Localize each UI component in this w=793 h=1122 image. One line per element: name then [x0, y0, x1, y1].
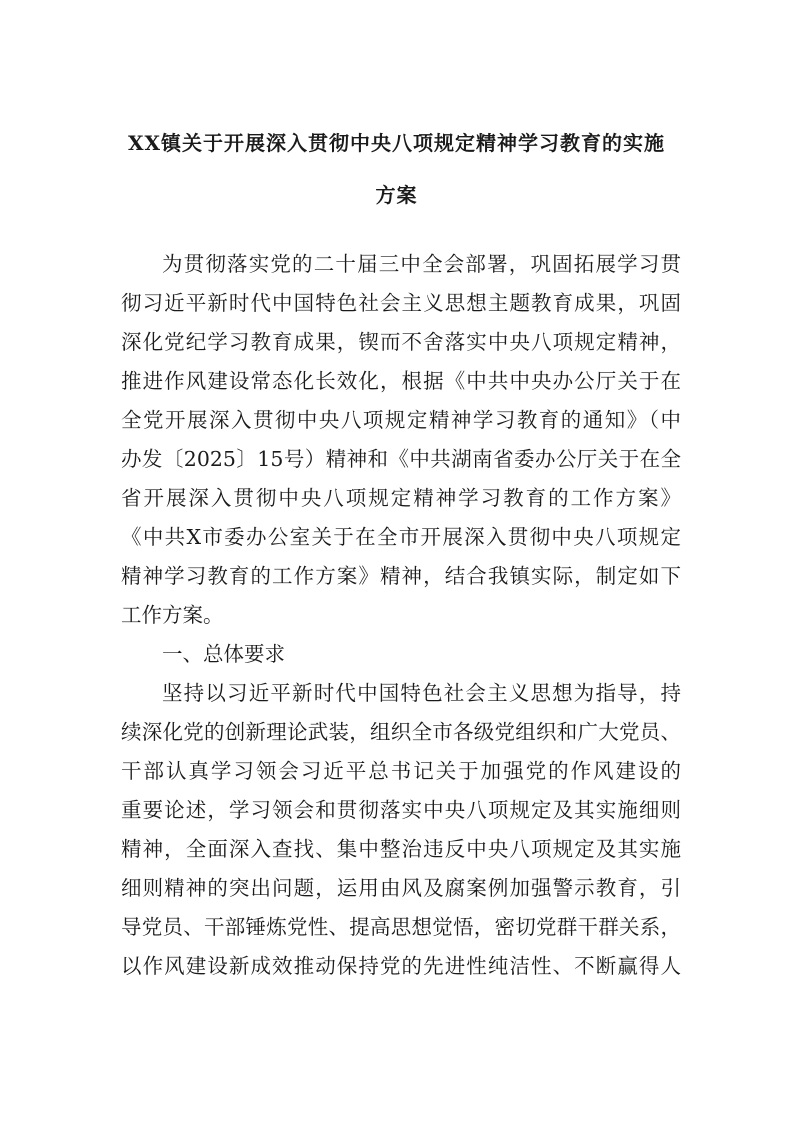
- body-text-line: 以作风建设新成效推动保持党的先进性纯洁性、不断赢得人: [121, 954, 681, 978]
- body-text-line: 省开展深入贯彻中央八项规定精神学习教育的工作方案》: [121, 486, 681, 510]
- body-text-line: 工作方案。: [121, 603, 224, 627]
- body-text-line: 办发〔2025〕15号）精神和《中共湖南省委办公厅关于在全: [121, 447, 681, 471]
- body-text-line: 细则精神的突出问题，运用由风及腐案例加强警示教育，引: [121, 876, 681, 900]
- body-text-line: 导党员、干部锤炼党性、提高思想觉悟，密切党群干群关系，: [121, 915, 681, 939]
- body-text-line: 推进作风建设常态化长效化，根据《中共中央办公厅关于在: [121, 369, 681, 393]
- body-text-line: 续深化党的创新理论武装，组织全市各级党组织和广大党员、: [121, 720, 681, 744]
- body-text-line: 全党开展深入贯彻中央八项规定精神学习教育的通知》（中: [121, 408, 681, 432]
- document-title-line-1: XX镇关于开展深入贯彻中央八项规定精神学习教育的实施: [127, 131, 666, 155]
- body-text-line: 为贯彻落实党的二十届三中全会部署，巩固拓展学习贯: [162, 252, 681, 276]
- body-text-line: 精神，全面深入查找、集中整治违反中央八项规定及其实施: [121, 837, 681, 861]
- body-text-line: 深化党纪学习教育成果，锲而不舍落实中央八项规定精神，: [121, 330, 681, 354]
- section-heading: 一、总体要求: [162, 642, 285, 666]
- body-text-line: 彻习近平新时代中国特色社会主义思想主题教育成果，巩固: [121, 291, 681, 315]
- document-title-line-2: 方案: [375, 183, 418, 207]
- body-text-line: 干部认真学习领会习近平总书记关于加强党的作风建设的: [121, 759, 681, 783]
- body-text-line: 重要论述，学习领会和贯彻落实中央八项规定及其实施细则: [121, 798, 681, 822]
- body-text-line: 坚持以习近平新时代中国特色社会主义思想为指导，持: [162, 681, 681, 705]
- body-text-line: 《中共X市委办公室关于在全市开展深入贯彻中央八项规定: [121, 525, 681, 549]
- body-text-line: 精神学习教育的工作方案》精神，结合我镇实际，制定如下: [121, 564, 681, 588]
